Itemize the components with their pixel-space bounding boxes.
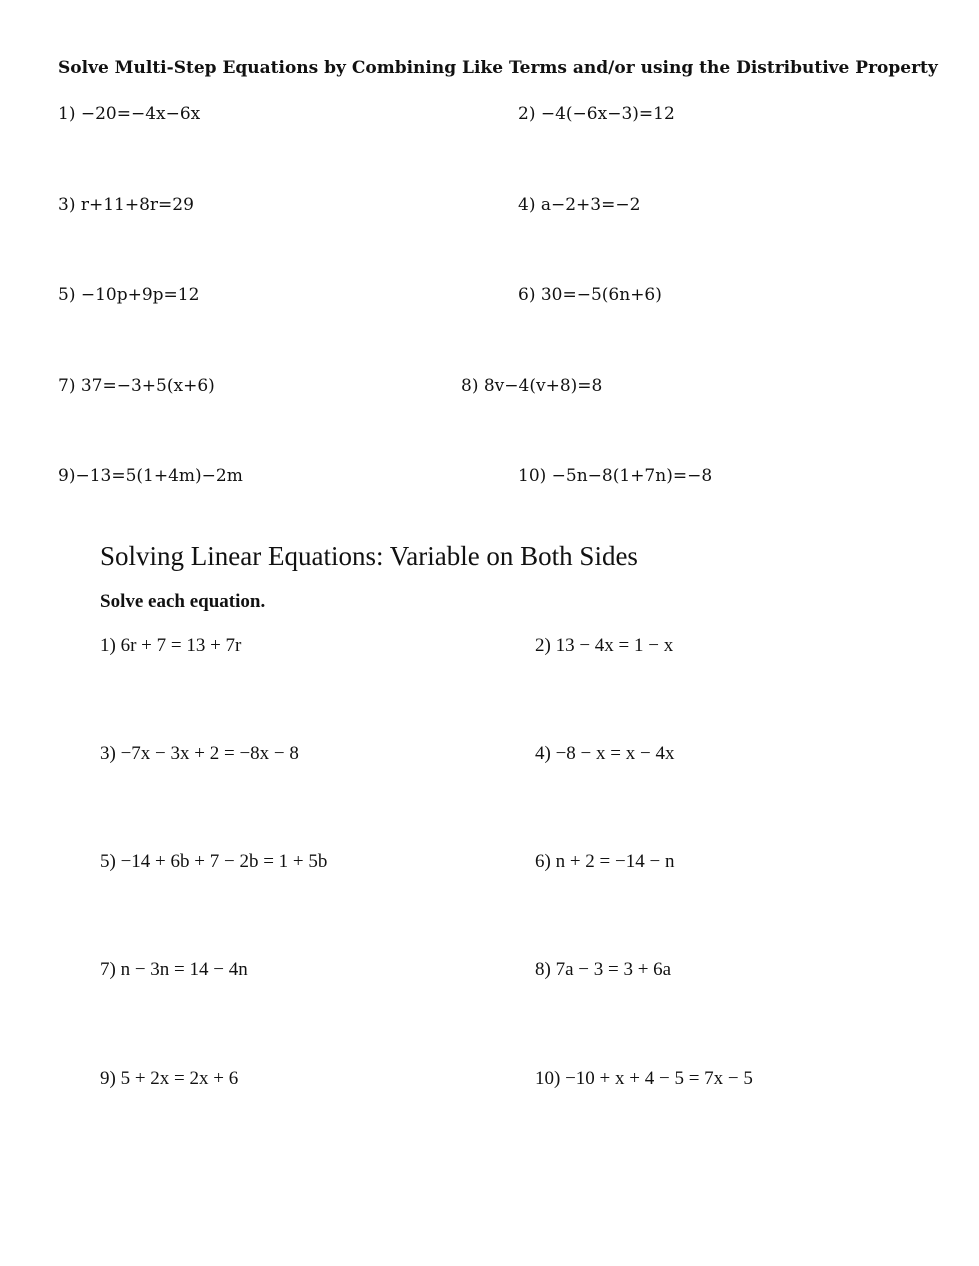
problem-number: 8) xyxy=(535,959,551,980)
problem-number: 7) xyxy=(58,376,76,396)
problem-equation: 8v−4(v+8)=8 xyxy=(483,376,603,396)
s1-problem-5 xyxy=(58,285,199,305)
s1-problem-6 xyxy=(518,285,662,305)
problem-equation: 30=−5(6n+6) xyxy=(540,285,662,305)
problem-number: 5) xyxy=(100,851,116,872)
problem-equation: 37=−3+5(x+6) xyxy=(80,376,215,396)
s2-problem-6 xyxy=(535,851,674,873)
s1-problem-8 xyxy=(461,376,602,396)
problem-number: 5) xyxy=(58,285,76,305)
s2-problem-10 xyxy=(535,1068,753,1090)
section2-title: Solving Linear Equations: Variable on Both Sides xyxy=(100,541,638,571)
problem-number: 10) xyxy=(518,466,547,486)
s1-problem-4 xyxy=(518,195,640,215)
problem-equation: −7x − 3x + 2 = −8x − 8 xyxy=(120,743,299,764)
problem-number: 1) xyxy=(100,635,116,656)
problem-number: 3) xyxy=(100,743,116,764)
s1-problem-3 xyxy=(58,195,194,215)
s2-problem-5 xyxy=(100,851,327,873)
problem-number: 4) xyxy=(535,743,551,764)
problem-number: 1) xyxy=(58,104,76,124)
s1-problem-9 xyxy=(58,466,243,486)
problem-equation: 7a − 3 = 3 + 6a xyxy=(555,959,672,980)
problem-equation: a−2+3=−2 xyxy=(540,195,641,215)
problem-equation: 6r + 7 = 13 + 7r xyxy=(120,635,242,656)
s2-problem-9 xyxy=(100,1068,238,1090)
problem-number: 6) xyxy=(535,851,551,872)
problem-number: 2) xyxy=(535,635,551,656)
problem-equation: n − 3n = 14 − 4n xyxy=(120,959,248,980)
s1-problem-10 xyxy=(518,466,712,486)
problem-equation: −20=−4x−6x xyxy=(80,104,201,124)
problem-number: 6) xyxy=(518,285,536,305)
problem-number: 10) xyxy=(535,1068,561,1089)
problem-number: 4) xyxy=(518,195,536,215)
problem-equation: −13=5(1+4m)−2m xyxy=(75,466,243,486)
problem-equation: n + 2 = −14 − n xyxy=(555,851,675,872)
problem-number: 2) xyxy=(518,104,536,124)
section2-instruction: Solve each equation. xyxy=(100,591,266,612)
s2-problem-3 xyxy=(100,743,299,765)
s1-problem-1 xyxy=(58,104,200,124)
section1-title: Solve Multi-Step Equations by Combining Like Terms and/or using the Distributive Property xyxy=(58,58,938,78)
s1-problem-2 xyxy=(518,104,675,124)
s2-problem-2 xyxy=(535,635,673,657)
problem-number: 3) xyxy=(58,195,76,215)
problem-equation: 5 + 2x = 2x + 6 xyxy=(120,1068,239,1089)
problem-equation: −8 − x = x − 4x xyxy=(555,743,675,764)
s1-problem-7 xyxy=(58,376,215,396)
s2-problem-7 xyxy=(100,959,248,981)
problem-equation: −4(−6x−3)=12 xyxy=(540,104,675,124)
problem-equation: −14 + 6b + 7 − 2b = 1 + 5b xyxy=(120,851,328,872)
problem-equation: r+11+8r=29 xyxy=(80,195,194,215)
problem-equation: −5n−8(1+7n)=−8 xyxy=(551,466,713,486)
s2-problem-1 xyxy=(100,635,241,657)
problem-number: 9) xyxy=(100,1068,116,1089)
problem-equation: −10p+9p=12 xyxy=(80,285,200,305)
problem-number: 8) xyxy=(461,376,479,396)
problem-equation: 13 − 4x = 1 − x xyxy=(555,635,674,656)
problem-number: 7) xyxy=(100,959,116,980)
s2-problem-4 xyxy=(535,743,674,765)
problem-number: 9) xyxy=(58,466,76,486)
problem-equation: −10 + x + 4 − 5 = 7x − 5 xyxy=(565,1068,753,1089)
s2-problem-8 xyxy=(535,959,671,981)
